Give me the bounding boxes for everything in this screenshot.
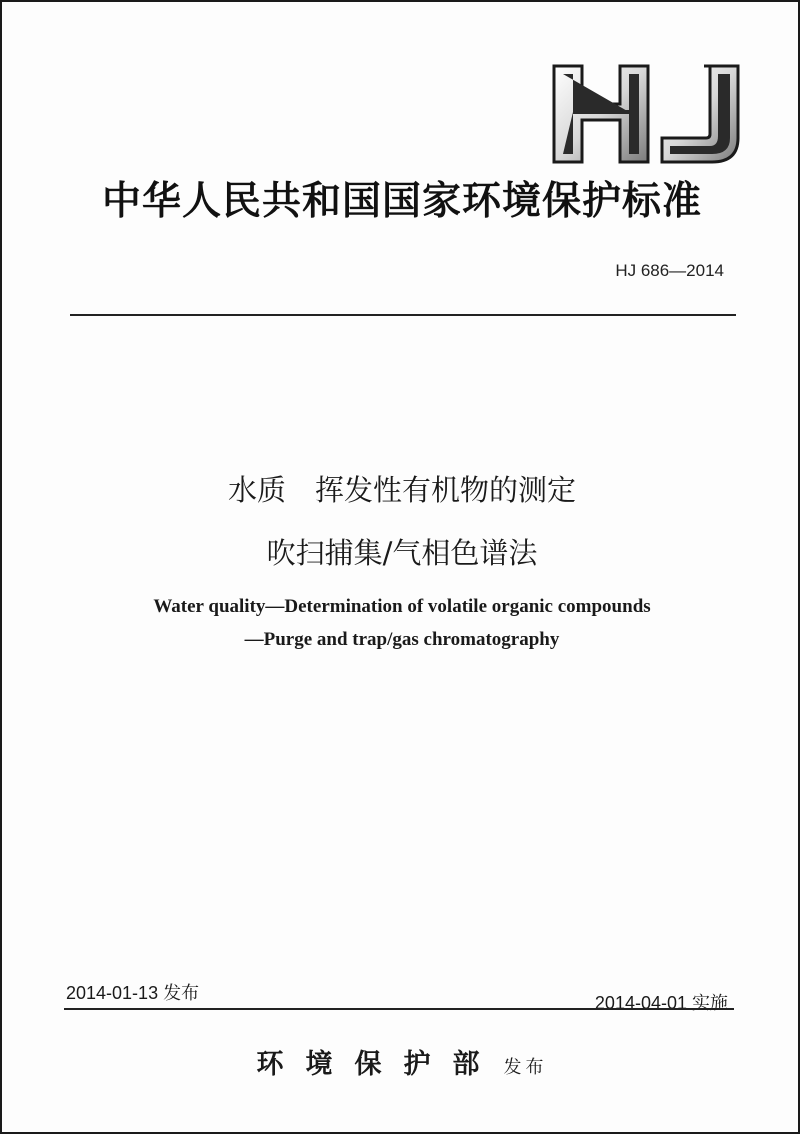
logo-letter-j [662, 66, 738, 162]
implementation-date: 2014-04-01 实施 [594, 993, 728, 1013]
issue-date: 2014-01-13 发布 [66, 983, 200, 1003]
divider-bottom [64, 1008, 734, 1010]
standard-category-title: 中华人民共和国国家环境保护标准 [101, 179, 702, 224]
publisher-verb: 发布 [503, 1057, 548, 1078]
publisher-name: 环境保护部 [256, 1049, 502, 1080]
title-chinese-line1: 水质 挥发性有机物的测定 [227, 473, 576, 507]
logo-letter-h [554, 66, 648, 162]
title-chinese-line2: 吹扫捕集/气相色谱法 [266, 536, 538, 570]
title-english-line2: —Purge and trap/gas chromatography [244, 629, 560, 650]
divider-top [70, 314, 736, 316]
standard-number: HJ 686—2014 [615, 261, 724, 280]
publisher-line [2, 1042, 800, 1081]
hj-logo [546, 54, 746, 174]
title-english-line1: Water quality—Determination of volatile organic compounds [153, 596, 651, 617]
